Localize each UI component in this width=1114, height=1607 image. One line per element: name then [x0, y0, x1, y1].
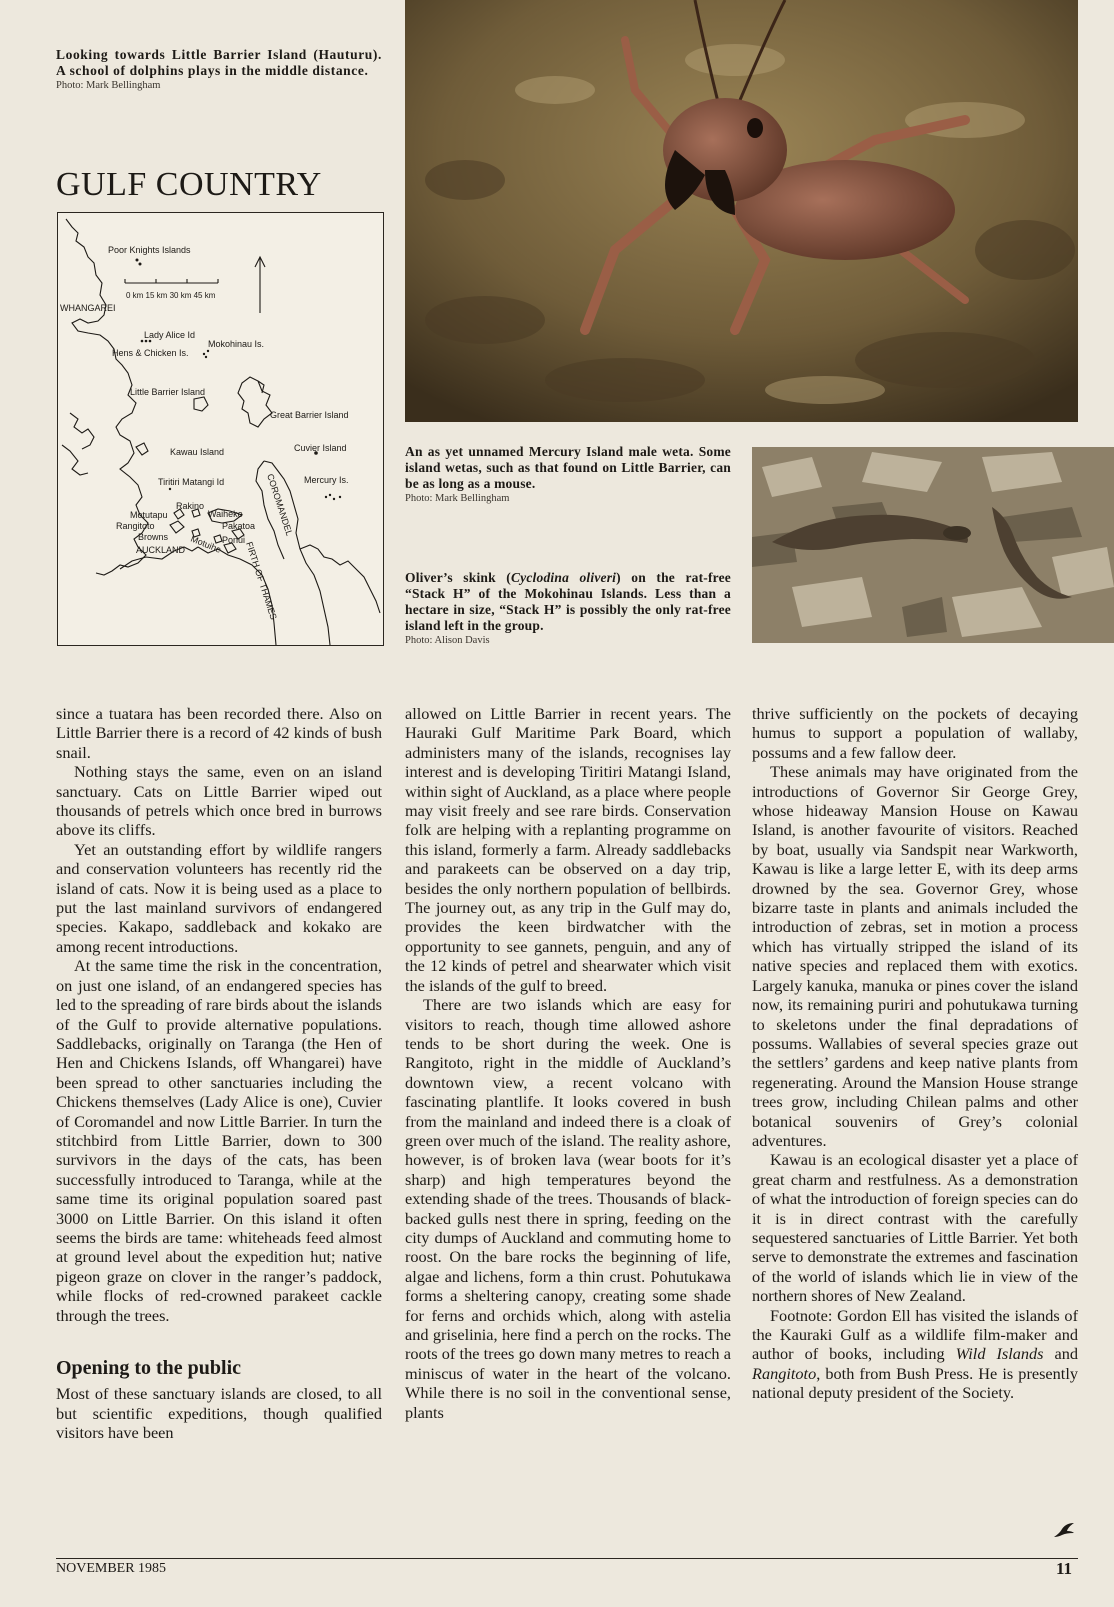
- map-label-ponui: Ponui: [222, 535, 246, 545]
- map-scale-label: 0 km 15 km 30 km 45 km: [126, 291, 216, 300]
- footer-date: NOVEMBER 1985: [56, 1561, 167, 1576]
- page-headline: GULF COUNTRY: [56, 166, 322, 203]
- caption-little-barrier: [56, 47, 382, 92]
- footer-rule: [56, 1558, 1078, 1559]
- col2-paragraph: There are two islands which are easy for visitors to reach, though time allowed ashore tends to be short during the week. One is Rangitoto, right in the middle of Auckland’s downtown view, a recent volcano with fascinating plantlife. It looks covered in bush from the mainland and indeed there is a cloak of green over much of the island. The reality ashore, however, is of broken lava (wear boots for it’s sharp) and high temperatures beyond the extending shade of the trees. Thousands of black-backed gulls nest there in spring, feeding on the city dumps of Auckland and commuting home to roost. On the bare rocks the beginning of life, algae and lichens, form a thin crust. Pohutukawa forms a sheltering canopy, creating some shade for ferns and orchids which, along with astelia and griselinia, here find a perch on the rocks. The roots of the trees go down many metres to reach a miniscus of water in the heart of the volcano. While there is no soil in the conventional sense, plants: [405, 995, 731, 1422]
- map-label-motutapu: Motutapu: [130, 510, 168, 520]
- col1-paragraph: since a tuatara has been recorded there. Also on Little Barrier there is a record of 42 kinds of bush snail.: [56, 704, 382, 762]
- skink-photo: [752, 447, 1114, 643]
- map-label-motuihe: Motuihe: [189, 533, 223, 555]
- footnote-mid: and: [1043, 1344, 1079, 1364]
- col1-paragraph: Nothing stays the same, even on an island sanctuary. Cats on Little Barrier wiped out thousands of petrels which once bred in burrows above its cliffs.: [56, 762, 382, 840]
- col3-paragraph: These animals may have originated from the introductions of Governor Sir George Grey, whose hideaway Mansion House on Kawau Island, is another favourite of visitors. Reached by boat, usually via Sandspit near Warkworth, Kawau is like a large letter E, with its deep arms drowned by the sea. Governor Grey, whose bizarre taste in plants and animals included the introduction of zebras, set in motion a process which has virtually stripped the island of its native species and replaced them with exotics. Largely kanuka, manuka or pines cover the island now, its remaining puriri and pohutukawa turning to skeletons under the final depradations of possums. Wallabies of several species graze out the settlers’ gardens and keep native plants from regenerating. Around the Mansion House strange trees grow, including Chilean palms and other botanical souvenirs of Grey’s colonial adventures.: [752, 762, 1078, 1150]
- map-label-mokohinau: Mokohinau Is.: [208, 339, 265, 349]
- map-label-poor-knights: Poor Knights Islands: [108, 245, 191, 255]
- map-label-tiritiri: Tiritiri Matangi Id: [158, 477, 225, 487]
- map-label-browns: Browns: [138, 532, 169, 542]
- map-label-rangitoto: Rangitoto: [116, 521, 155, 531]
- map-label-auckland: AUCKLAND: [136, 545, 186, 555]
- map-label-mercury: Mercury Is.: [304, 475, 349, 485]
- gulf-map: [57, 212, 384, 646]
- map-label-coromandel: COROMANDEL: [265, 472, 295, 537]
- col2-paragraph: allowed on Little Barrier in recent years. The Hauraki Gulf Maritime Park Board, which administers many of the islands, recognises lay interest and is developing Tiritiri Matangi Island, within sight of Auckland, as a place where people may visit freely and see rare birds. Conservation folk are helping with a replanting programme on this island, formerly a farm. Already saddlebacks and parakeets can be observed on a day trip, besides the only northern population of bellbirds. The journey out, as any trip in the Gulf may do, provides the keen birdwatcher with the opportunity to see gannets, penguin, and any of the 12 kinds of petrel and shearwater which visit the islands of the gulf to breed.: [405, 704, 731, 995]
- map-label-waiheke: Waiheke: [208, 509, 243, 519]
- weta-photo: [405, 0, 1078, 422]
- map-label-rakino: Rakino: [176, 501, 205, 511]
- page-number: 11: [1056, 1559, 1073, 1578]
- footnote-book-2: Rangitoto: [752, 1363, 817, 1383]
- caption-skink-post: ) on the rat-free “Stack H” of the Mokohinau Islands. Less than a hectare in size, “Stack H” is possibly the only rat-free island left in the group.: [405, 570, 732, 633]
- footnote-post: , both from Bush Press. He is presently national deputy president of the Society.: [752, 1363, 1078, 1403]
- col3-paragraph: Kawau is an ecological disaster yet a place of great charm and restfulness. As a demonstration of what the introduction of foreign species can do it is in direct contrast with the carefully sequestered sanctuaries of Little Barrier. Yet both serve to demonstrate the extremes and fascination of the world of islands which lie in view of the northern shores of New Zealand.: [752, 1150, 1078, 1306]
- caption-skink-text: [405, 570, 731, 634]
- col3-paragraph: thrive sufficiently on the pockets of decaying humus to support a population of wallaby, possums and a few fallow deer.: [752, 704, 1078, 762]
- column-2: [405, 704, 731, 1422]
- caption-weta: [405, 444, 731, 505]
- caption-weta-credit: Photo: Mark Bellingham: [405, 493, 510, 504]
- map-label-lady-alice: Lady Alice Id: [144, 330, 196, 340]
- column-3: [752, 704, 1078, 1403]
- map-label-little-barrier: Little Barrier Island: [130, 387, 206, 397]
- footnote-book-1: Wild Islands: [955, 1344, 1044, 1364]
- map-label-hens-chicken: Hens & Chicken Is.: [112, 348, 189, 358]
- footnote-pre: Footnote: Gordon Ell has visited the islands of the Kauraki Gulf as a wildlife film-maker and author of books, including: [752, 1305, 1078, 1364]
- bird-end-mark-icon: [1052, 1521, 1076, 1541]
- col1-paragraph: Most of these sanctuary islands are closed, to all but scientific expeditions, though qualified visitors have been: [56, 1384, 382, 1443]
- col1-paragraph: Yet an outstanding effort by wildlife rangers and conservation volunteers has recently rid the island of cats. Now it is being used as a place to put the last mainland survivors of endangered species. Kakapo, saddleback and kokako are among recent introductions.: [56, 839, 382, 956]
- caption-little-barrier-text: Looking towards Little Barrier Island (Hauturu). A school of dolphins plays in the middle distance.: [56, 47, 382, 78]
- caption-skink-species: Cyclodina oliveri: [510, 570, 617, 585]
- caption-skink-credit: Photo: Alison Davis: [405, 635, 490, 646]
- map-label-whangarei: WHANGAREI: [60, 303, 116, 313]
- col1-paragraph: At the same time the risk in the concentration, on just one island, of an endangered species has led to the spreading of rare birds about the islands of the Gulf to provide alternative populations. Saddlebacks, originally on Taranga (the Hen of Hen and Chickens Islands, off Whangarei) have been spread to other sanctuaries including the Chickens themselves (Lady Alice is one), Cuvier of Coromandel and now Little Barrier. In turn the stitchbird from Little Barrier, down to 300 survivors in the days of the cats, has been successfully introduced to Taranga, while at the same time its original population soared past 3000 on Little Barrier. On this island it often seems the birds are tame: whiteheads feed almost at ground level about the expedition hut; native pigeon graze on clover in the ranger’s paddock, while flocks of red-crowned parakeet cackle through the trees.: [56, 956, 382, 1325]
- caption-skink-pre: Oliver’s skink (: [405, 570, 511, 585]
- column-1: [56, 704, 382, 1443]
- caption-little-barrier-credit: Photo: Mark Bellingham: [56, 80, 161, 91]
- map-label-great-barrier: Great Barrier Island: [270, 410, 349, 420]
- map-label-pakatoa: Pakatoa: [222, 521, 256, 531]
- map-label-firth-of-thames: FIRTH OF THAMES: [244, 540, 279, 621]
- subhead-opening-to-public: Opening to the public: [56, 1357, 242, 1379]
- caption-weta-text: An as yet unnamed Mercury Island male weta. Some island wetas, such as that found on Little Barrier, can be as long as a mouse.: [405, 444, 731, 491]
- map-label-cuvier: Cuvier Island: [294, 443, 347, 453]
- map-label-kawau: Kawau Island: [170, 447, 225, 457]
- footnote: [752, 1306, 1078, 1403]
- caption-skink: [405, 570, 731, 647]
